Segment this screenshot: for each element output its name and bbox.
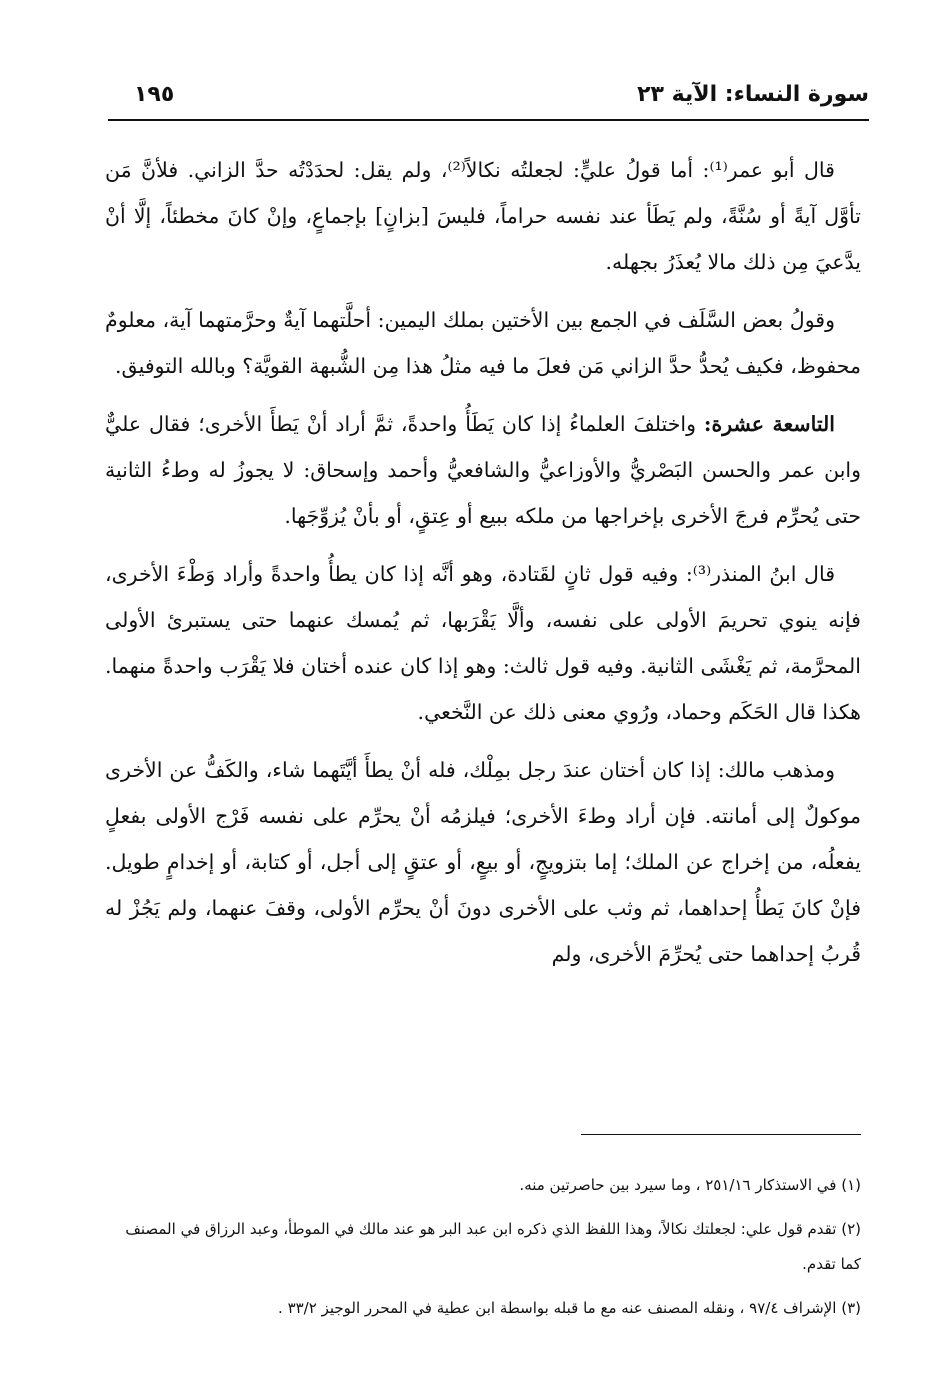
header-rule	[108, 119, 869, 121]
page-number: ١٩٥	[134, 82, 175, 107]
section-heading: التاسعة عشرة:	[703, 412, 835, 436]
footnote-3: (٣) الإشراف ٩٧/٤ ، ونقله المصنف عنه مع ما قبله بواسطة ابن عطية في المحرر الوجيز ٣٣/٢ .	[278, 1299, 861, 1317]
main-text	[105, 147, 861, 989]
footnotes	[110, 1168, 861, 1335]
paragraph-1	[105, 147, 861, 285]
paragraph-text: ومذهب مالك: إذا كان أختان عندَ رجل بمِلْك، فله أنْ يطأَ أيَّتَهما شاء، والكَفُّ عن الأخرى موكولٌ إلى أمانته. فإن أراد وطءَ الأخرى؛ فيلزمُه أنْ يحرِّم على نفسه فَرْج الأولى بفعلٍ يفعلُه، من إخراج عن الملك؛ إما بتزويجٍ، أو بيعٍ، أو عتقٍ إلى أجل، أو كتابة، أو إخدامٍ طويل. فإنْ كانَ يَطأُ إحداهما، ثم وثب على الأخرى دونَ أنْ يحرِّم الأولى، وقفَ عنهما، ولم يَجُزْ له قُربُ إحداهما حتى يُحرِّمَ الأخرى، ولم	[105, 758, 861, 966]
paragraph-5	[105, 747, 861, 977]
footnote-2: (٢) تقدم قول علي: لجعلتك نكالاً، وهذا اللفظ الذي ذكره ابن عبد البر هو عند مالك في الموطأ، وعبد الرزاق في المصنف كما تقدم.	[125, 1220, 861, 1273]
paragraph-text: قال ابنُ المنذر⁽³⁾: وفيه قول ثانٍ لقَتادة، وهو أنَّه إذا كان يطأُ واحدةً وأراد وَطْءَ الأخرى، فإنه ينوي تحريمَ الأولى على نفسه، وألَّا يَقْرَبها، ثم يُمسك عنهما حتى يستبرئ الأولى المحرَّمة، ثم يَغْشَى الثانية. وفيه قول ثالث: وهو إذا كان عنده أختان فلا يَقْرَب واحدةً منهما. هكذا قال الحَكَم وحماد، ورُوي معنى ذلك عن النَّخعي.	[105, 562, 861, 724]
paragraph-3	[105, 401, 861, 539]
running-header	[108, 78, 869, 118]
running-header-title: سورة النساء: الآية ٢٣	[637, 82, 869, 107]
paragraph-4	[105, 551, 861, 735]
paragraph-2	[105, 297, 861, 389]
footnote-separator	[581, 1134, 861, 1135]
footnote-1: (١) في الاستذكار ٢٥١/١٦ ، وما سيرد بين حاصرتين منه.	[519, 1176, 861, 1194]
paragraph-text: واختلفَ العلماءُ إذا كان يَطَأُ واحدةً، ثمَّ أراد أنْ يَطأَ الأخرى؛ فقال عليٌّ وابن عمر والحسن البَصْريُّ والأوزاعيُّ والشافعيُّ وأحمد وإسحاق: لا يجوزُ له وطءُ الثانية حتى يُحرِّم فرجَ الأخرى بإخراجها من ملكه ببيع أو عِتقٍ، أو بأنْ يُزوِّجَها.	[105, 412, 861, 528]
paragraph-text: وقولُ بعض السَّلَف في الجمع بين الأختين بملك اليمين: أحلَّتهما آيةٌ وحرَّمتهما آية، معلومٌ محفوظ، فكيف يُحدُّ حدَّ الزاني مَن فعلَ ما فيه مثلُ هذا مِن الشُّبهة القويَّة؟ وبالله التوفيق.	[105, 308, 861, 378]
paragraph-text: قال أبو عمر⁽¹⁾: أما قولُ عليٍّ: لجعلتُه نكالاً⁽²⁾، ولم يقل: لحدَدْتُه حدَّ الزاني. فلأنَّ مَن تأوَّل آيةً أو سُنَّةً، ولم يَطَأ عند نفسه حراماً، فليسَ [بزانٍ] بإجماعٍ، وإنْ كانَ مخطئاً، إلَّا أنْ يدَّعيَ مِن ذلك مالا يُعذَرُ بجهله.	[105, 158, 861, 274]
